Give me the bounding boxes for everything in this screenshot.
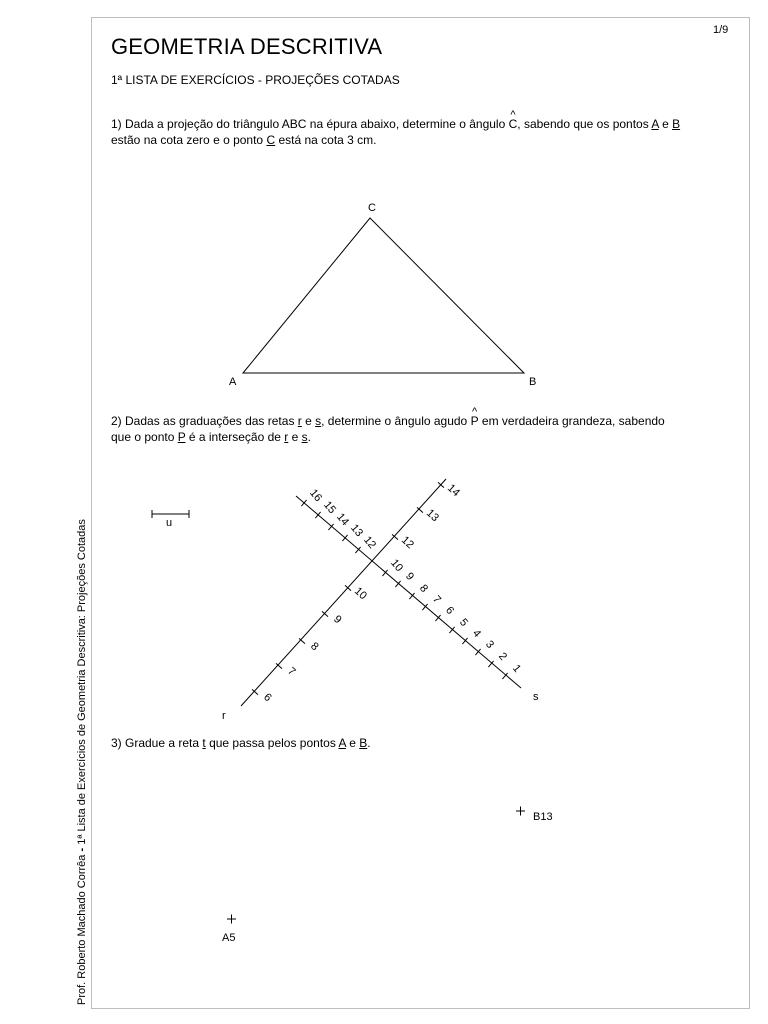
line-s xyxy=(296,487,539,703)
exercise-2-text: . xyxy=(307,430,311,444)
credit-separator: - xyxy=(76,844,88,855)
angle-p-symbol: ^ P xyxy=(471,413,479,429)
line-s-graduation-label: 9 xyxy=(402,570,417,583)
line-r-graduation-label: 6 xyxy=(261,691,274,705)
line-r-graduation-label: 13 xyxy=(423,507,441,525)
line-s-ref: s xyxy=(315,414,322,428)
line-r-graduation-label: 10 xyxy=(351,585,369,603)
line-s-graduation-label: 3 xyxy=(482,638,497,651)
point-a5-label: A5 xyxy=(222,932,236,944)
line-s-graduation-label: 16 xyxy=(307,487,325,505)
author-name: Prof. Roberto Machado Corrêa xyxy=(76,854,88,1005)
unit-label: u xyxy=(166,517,173,529)
triangle-abc xyxy=(229,202,536,388)
line-r-ref: r xyxy=(297,414,302,428)
point-p-ref: P xyxy=(177,430,186,444)
angle-c-symbol: ^ C xyxy=(509,116,518,132)
exercise-2-text: 2) Dadas as graduações das retas xyxy=(111,414,298,428)
exercise-2-text: , determine o ângulo agudo xyxy=(321,414,471,428)
line-r-ticks xyxy=(252,482,444,694)
exercise-2-text: e xyxy=(288,430,302,444)
exercise-2-text: é a interseção de xyxy=(185,430,285,444)
exercise-3-text: 3) Gradue a reta xyxy=(111,736,203,750)
point-a-ref: A xyxy=(338,736,346,750)
line-r-graduation-label: 7 xyxy=(285,665,298,679)
line-s-graduation-label: 2 xyxy=(495,650,510,663)
point-b-ref: B xyxy=(672,117,681,131)
line-r-graduation-label: 12 xyxy=(398,534,416,552)
line-s-label: s xyxy=(533,691,539,703)
triangle-outline xyxy=(243,218,524,373)
point-a5 xyxy=(222,915,236,945)
line-r-label: r xyxy=(222,710,226,722)
line-t-ref: t xyxy=(202,736,206,750)
line-s-graduation-label: 7 xyxy=(429,593,444,606)
line-s-stroke xyxy=(296,496,524,688)
exercise-3-text: e xyxy=(345,736,360,750)
exercise-2-text: em verdadeira grandeza, sabendo xyxy=(478,414,665,428)
exercise-3-text: . xyxy=(367,736,371,750)
exercise-1-text: e xyxy=(658,117,673,131)
line-s-graduation-label: 4 xyxy=(469,627,484,640)
exercise-2-text: e xyxy=(301,414,316,428)
point-b-ref: B xyxy=(359,736,368,750)
line-r-graduations xyxy=(261,482,462,704)
point-a-ref: A xyxy=(651,117,659,131)
line-r-graduation-label: 8 xyxy=(308,640,321,654)
point-c-ref: C xyxy=(266,133,276,147)
line-r-graduation-label: 9 xyxy=(331,613,344,627)
unit-scale xyxy=(152,510,189,529)
point-b13-label: B13 xyxy=(533,811,553,823)
exercise-3-text: que passa pelos pontos xyxy=(205,736,339,750)
document-title: GEOMETRIA DESCRITIVA xyxy=(111,34,383,59)
course-name: 1ª Lista de Exercícios de Geometria Descritiva: Projeções Cotadas xyxy=(76,519,88,845)
exercise-1-text: estão na cota zero e o ponto xyxy=(111,133,267,147)
line-s-graduation-label: 1 xyxy=(509,662,524,675)
page-number: 1/9 xyxy=(713,24,729,36)
vertex-b-label: B xyxy=(529,376,537,388)
line-s-graduation-label: 12 xyxy=(361,534,379,552)
point-b13 xyxy=(516,807,553,824)
exercise-1-text: está na cota 3 cm. xyxy=(275,133,377,147)
line-s-ref: s xyxy=(301,430,308,444)
vertex-c-label: C xyxy=(368,202,376,214)
line-s-graduations xyxy=(307,487,523,675)
line-s-graduation-label: 10 xyxy=(388,557,406,575)
exercise-2-text: que o ponto xyxy=(111,430,178,444)
line-r-ref: r xyxy=(284,430,289,444)
line-s-graduation-label: 5 xyxy=(456,616,471,629)
line-s-graduation-label: 8 xyxy=(416,582,431,595)
line-s-graduation-label: 6 xyxy=(442,604,457,617)
document-subtitle: 1ª LISTA DE EXERCÍCIOS - PROJEÇÕES COTADAS xyxy=(111,73,400,87)
line-s-graduation-label: 14 xyxy=(334,511,352,529)
exercise-1-text: 1) Dada a projeção do triângulo ABC na épura abaixo, determine o ângulo xyxy=(111,117,509,131)
exercise-1-text: , sabendo que os pontos xyxy=(517,117,652,131)
vertex-a-label: A xyxy=(229,376,237,388)
line-s-graduation-label: 15 xyxy=(321,499,339,517)
line-s-graduation-label: 13 xyxy=(348,522,366,540)
line-r-graduation-label: 14 xyxy=(444,482,462,500)
